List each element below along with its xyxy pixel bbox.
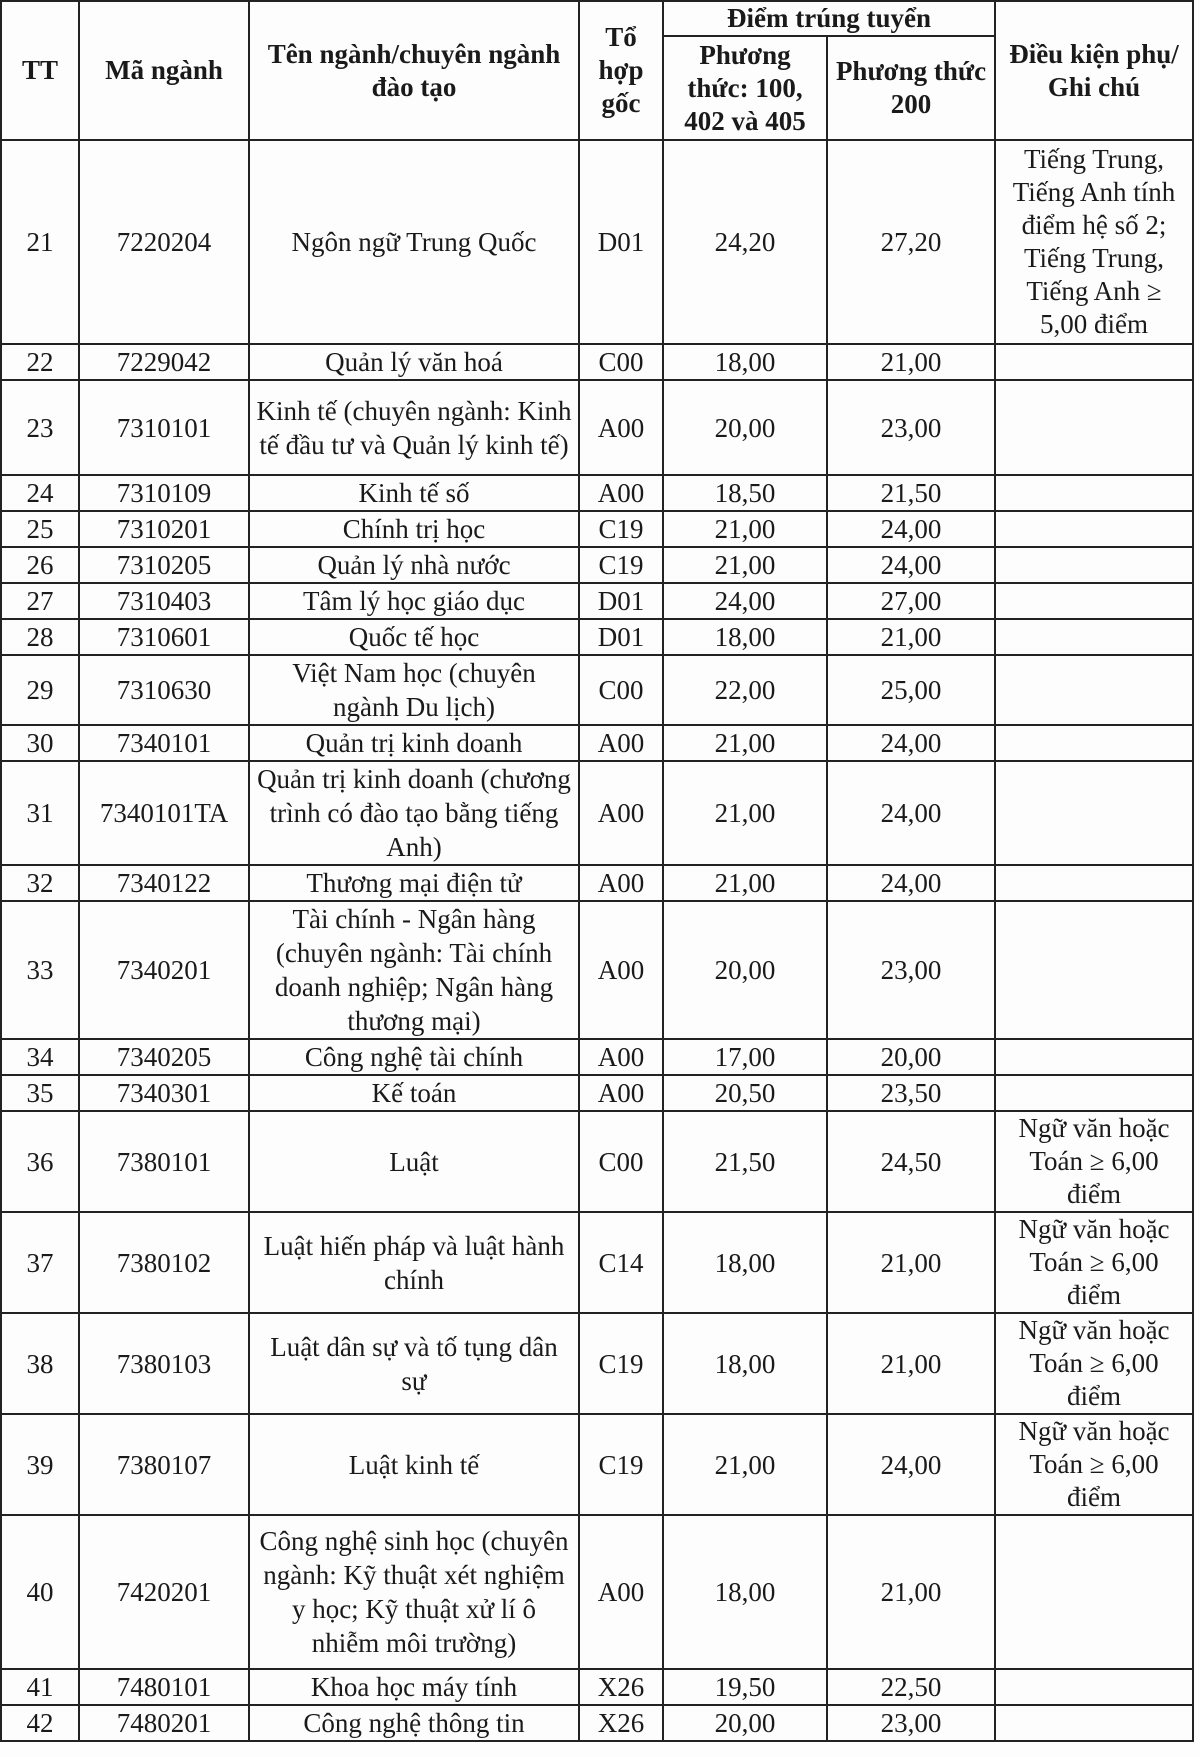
cell-tt: 42 <box>1 1705 79 1741</box>
cell-score-method-2: 24,00 <box>827 865 995 901</box>
cell-combo: A00 <box>579 865 663 901</box>
cell-tt: 27 <box>1 583 79 619</box>
cell-name: Quản lý nhà nước <box>249 547 579 583</box>
cell-code: 7310109 <box>79 475 249 511</box>
cell-note <box>995 1039 1193 1075</box>
cell-note <box>995 583 1193 619</box>
cell-score-method-1: 20,00 <box>663 901 827 1039</box>
cell-name: Kinh tế (chuyên ngành: Kinh tế đầu tư và Quản lý kinh tế) <box>249 380 579 475</box>
cell-code: 7310201 <box>79 511 249 547</box>
cell-name: Quản lý văn hoá <box>249 344 579 380</box>
cell-combo: A00 <box>579 380 663 475</box>
cell-score-method-1: 20,00 <box>663 380 827 475</box>
cell-score-method-1: 21,00 <box>663 547 827 583</box>
cell-combo: X26 <box>579 1669 663 1705</box>
header-name: Tên ngành/chuyên ngành đào tạo <box>249 1 579 140</box>
cell-note <box>995 547 1193 583</box>
cell-score-method-1: 21,00 <box>663 725 827 761</box>
cell-name: Công nghệ thông tin <box>249 1705 579 1741</box>
cell-score-method-1: 21,00 <box>663 761 827 865</box>
table-row <box>1 761 1193 865</box>
cell-score-method-1: 21,00 <box>663 1414 827 1515</box>
cell-note: Ngữ văn hoặc Toán ≥ 6,00 điểm <box>995 1313 1193 1414</box>
cell-code: 7420201 <box>79 1515 249 1669</box>
cell-code: 7480101 <box>79 1669 249 1705</box>
cell-name: Thương mại điện tử <box>249 865 579 901</box>
cell-name: Việt Nam học (chuyên ngành Du lịch) <box>249 655 579 725</box>
cell-score-method-2: 23,00 <box>827 380 995 475</box>
cell-code: 7310403 <box>79 583 249 619</box>
cell-code: 7340122 <box>79 865 249 901</box>
cell-score-method-2: 24,00 <box>827 511 995 547</box>
cell-name: Luật dân sự và tố tụng dân sự <box>249 1313 579 1414</box>
cell-name: Quốc tế học <box>249 619 579 655</box>
cell-score-method-1: 18,00 <box>663 1515 827 1669</box>
header-method-1: Phương thức: 100, 402 và 405 <box>663 36 827 140</box>
cell-note: Ngữ văn hoặc Toán ≥ 6,00 điểm <box>995 1212 1193 1313</box>
cell-note <box>995 901 1193 1039</box>
cell-tt: 31 <box>1 761 79 865</box>
header-note: Điều kiện phụ/ Ghi chú <box>995 1 1193 140</box>
table-row <box>1 1669 1193 1705</box>
cell-tt: 41 <box>1 1669 79 1705</box>
cell-code: 7480201 <box>79 1705 249 1741</box>
cell-code: 7340205 <box>79 1039 249 1075</box>
cell-name: Kinh tế số <box>249 475 579 511</box>
cell-score-method-1: 22,00 <box>663 655 827 725</box>
table-row <box>1 865 1193 901</box>
cell-score-method-2: 20,00 <box>827 1039 995 1075</box>
cell-note <box>995 475 1193 511</box>
cell-score-method-2: 21,00 <box>827 619 995 655</box>
table-row <box>1 619 1193 655</box>
table-row <box>1 1313 1193 1414</box>
cell-name: Quản trị kinh doanh <box>249 725 579 761</box>
cell-code: 7380107 <box>79 1414 249 1515</box>
cell-combo: C19 <box>579 511 663 547</box>
cell-score-method-2: 27,20 <box>827 140 995 344</box>
cell-score-method-1: 21,50 <box>663 1111 827 1212</box>
cell-note: Ngữ văn hoặc Toán ≥ 6,00 điểm <box>995 1414 1193 1515</box>
cell-tt: 35 <box>1 1075 79 1111</box>
header-code: Mã ngành <box>79 1 249 140</box>
cell-name: Công nghệ tài chính <box>249 1039 579 1075</box>
cell-score-method-1: 20,50 <box>663 1075 827 1111</box>
cell-tt: 38 <box>1 1313 79 1414</box>
cell-code: 7380103 <box>79 1313 249 1414</box>
cell-tt: 32 <box>1 865 79 901</box>
cell-name: Luật <box>249 1111 579 1212</box>
cell-note <box>995 1669 1193 1705</box>
table-row <box>1 547 1193 583</box>
cell-combo: C00 <box>579 1111 663 1212</box>
cell-tt: 26 <box>1 547 79 583</box>
cell-tt: 22 <box>1 344 79 380</box>
cell-combo: A00 <box>579 1039 663 1075</box>
cell-score-method-2: 22,50 <box>827 1669 995 1705</box>
cell-tt: 25 <box>1 511 79 547</box>
cell-score-method-2: 23,50 <box>827 1075 995 1111</box>
cell-score-method-1: 18,00 <box>663 1212 827 1313</box>
cell-score-method-2: 25,00 <box>827 655 995 725</box>
cell-code: 7310630 <box>79 655 249 725</box>
cell-note: Tiếng Trung, Tiếng Anh tính điểm hệ số 2; Tiếng Trung, Tiếng Anh ≥ 5,00 điểm <box>995 140 1193 344</box>
cell-combo: C00 <box>579 655 663 725</box>
cell-score-method-1: 17,00 <box>663 1039 827 1075</box>
cell-note: Ngữ văn hoặc Toán ≥ 6,00 điểm <box>995 1111 1193 1212</box>
cell-score-method-1: 24,20 <box>663 140 827 344</box>
cell-note <box>995 655 1193 725</box>
cell-tt: 39 <box>1 1414 79 1515</box>
cell-code: 7340201 <box>79 901 249 1039</box>
cell-name: Khoa học máy tính <box>249 1669 579 1705</box>
cell-code: 7310601 <box>79 619 249 655</box>
cell-note <box>995 1515 1193 1669</box>
cell-combo: A00 <box>579 901 663 1039</box>
table-row <box>1 901 1193 1039</box>
cell-combo: C19 <box>579 1313 663 1414</box>
cell-code: 7310101 <box>79 380 249 475</box>
cell-score-method-2: 24,00 <box>827 761 995 865</box>
cell-combo: A00 <box>579 761 663 865</box>
cell-name: Luật kinh tế <box>249 1414 579 1515</box>
table-row <box>1 725 1193 761</box>
cell-code: 7380101 <box>79 1111 249 1212</box>
cell-combo: A00 <box>579 1075 663 1111</box>
cell-tt: 37 <box>1 1212 79 1313</box>
cell-combo: D01 <box>579 619 663 655</box>
table-row <box>1 1705 1193 1741</box>
cell-combo: C19 <box>579 547 663 583</box>
cell-combo: A00 <box>579 725 663 761</box>
table-row <box>1 1075 1193 1111</box>
table-row <box>1 1515 1193 1669</box>
cell-code: 7220204 <box>79 140 249 344</box>
cell-code: 7340301 <box>79 1075 249 1111</box>
cell-score-method-2: 21,00 <box>827 344 995 380</box>
cell-note <box>995 761 1193 865</box>
cell-tt: 21 <box>1 140 79 344</box>
cell-score-method-1: 18,00 <box>663 344 827 380</box>
header-combo: Tổ hợp gốc <box>579 1 663 140</box>
cell-score-method-1: 20,00 <box>663 1705 827 1741</box>
table-row <box>1 511 1193 547</box>
cell-score-method-2: 24,00 <box>827 1414 995 1515</box>
cell-score-method-1: 18,50 <box>663 475 827 511</box>
cell-name: Kế toán <box>249 1075 579 1111</box>
cell-name: Quản trị kinh doanh (chương trình có đào tạo bằng tiếng Anh) <box>249 761 579 865</box>
header-score-group: Điểm trúng tuyển <box>663 1 995 36</box>
table-row <box>1 1414 1193 1515</box>
cell-combo: C19 <box>579 1414 663 1515</box>
table-header <box>1 1 1193 140</box>
cell-score-method-2: 21,00 <box>827 1515 995 1669</box>
table-row <box>1 344 1193 380</box>
cell-tt: 24 <box>1 475 79 511</box>
table-row <box>1 1111 1193 1212</box>
cell-name: Tài chính - Ngân hàng (chuyên ngành: Tài chính doanh nghiệp; Ngân hàng thương mại) <box>249 901 579 1039</box>
cell-code: 7340101TA <box>79 761 249 865</box>
cell-score-method-2: 27,00 <box>827 583 995 619</box>
cell-score-method-2: 21,00 <box>827 1212 995 1313</box>
cell-code: 7380102 <box>79 1212 249 1313</box>
cell-score-method-1: 21,00 <box>663 865 827 901</box>
cell-tt: 40 <box>1 1515 79 1669</box>
cell-name: Luật hiến pháp và luật hành chính <box>249 1212 579 1313</box>
cell-tt: 28 <box>1 619 79 655</box>
table-row <box>1 583 1193 619</box>
cell-tt: 29 <box>1 655 79 725</box>
cell-combo: C00 <box>579 344 663 380</box>
cell-score-method-1: 18,00 <box>663 619 827 655</box>
cell-score-method-2: 24,00 <box>827 725 995 761</box>
table-row <box>1 380 1193 475</box>
table-row <box>1 1212 1193 1313</box>
cell-note <box>995 511 1193 547</box>
table-row <box>1 475 1193 511</box>
table-row <box>1 140 1193 344</box>
cell-score-method-1: 19,50 <box>663 1669 827 1705</box>
cell-score-method-2: 23,00 <box>827 901 995 1039</box>
cell-code: 7229042 <box>79 344 249 380</box>
cell-name: Tâm lý học giáo dục <box>249 583 579 619</box>
cell-note <box>995 1075 1193 1111</box>
cell-score-method-2: 21,50 <box>827 475 995 511</box>
header-method-2: Phương thức 200 <box>827 36 995 140</box>
cell-combo: D01 <box>579 583 663 619</box>
cell-tt: 33 <box>1 901 79 1039</box>
cell-name: Công nghệ sinh học (chuyên ngành: Kỹ thuật xét nghiệm y học; Kỹ thuật xử lí ô nhiễm môi trường) <box>249 1515 579 1669</box>
cell-name: Chính trị học <box>249 511 579 547</box>
cell-note <box>995 865 1193 901</box>
cell-name: Ngôn ngữ Trung Quốc <box>249 140 579 344</box>
cell-combo: X26 <box>579 1705 663 1741</box>
cell-score-method-2: 23,00 <box>827 1705 995 1741</box>
header-tt: TT <box>1 1 79 140</box>
cell-score-method-2: 21,00 <box>827 1313 995 1414</box>
cell-score-method-2: 24,50 <box>827 1111 995 1212</box>
cell-tt: 34 <box>1 1039 79 1075</box>
cell-code: 7310205 <box>79 547 249 583</box>
cell-combo: A00 <box>579 475 663 511</box>
cell-score-method-1: 24,00 <box>663 583 827 619</box>
cell-tt: 23 <box>1 380 79 475</box>
cell-tt: 36 <box>1 1111 79 1212</box>
cell-score-method-2: 24,00 <box>827 547 995 583</box>
table-row <box>1 1039 1193 1075</box>
cell-combo: D01 <box>579 140 663 344</box>
cell-note <box>995 619 1193 655</box>
cell-note <box>995 725 1193 761</box>
cell-score-method-1: 18,00 <box>663 1313 827 1414</box>
table-body <box>1 140 1193 1741</box>
cell-score-method-1: 21,00 <box>663 511 827 547</box>
cell-code: 7340101 <box>79 725 249 761</box>
cell-note <box>995 380 1193 475</box>
cell-combo: A00 <box>579 1515 663 1669</box>
table-row <box>1 655 1193 725</box>
cell-combo: C14 <box>579 1212 663 1313</box>
cell-note <box>995 344 1193 380</box>
cell-note <box>995 1705 1193 1741</box>
cell-tt: 30 <box>1 725 79 761</box>
